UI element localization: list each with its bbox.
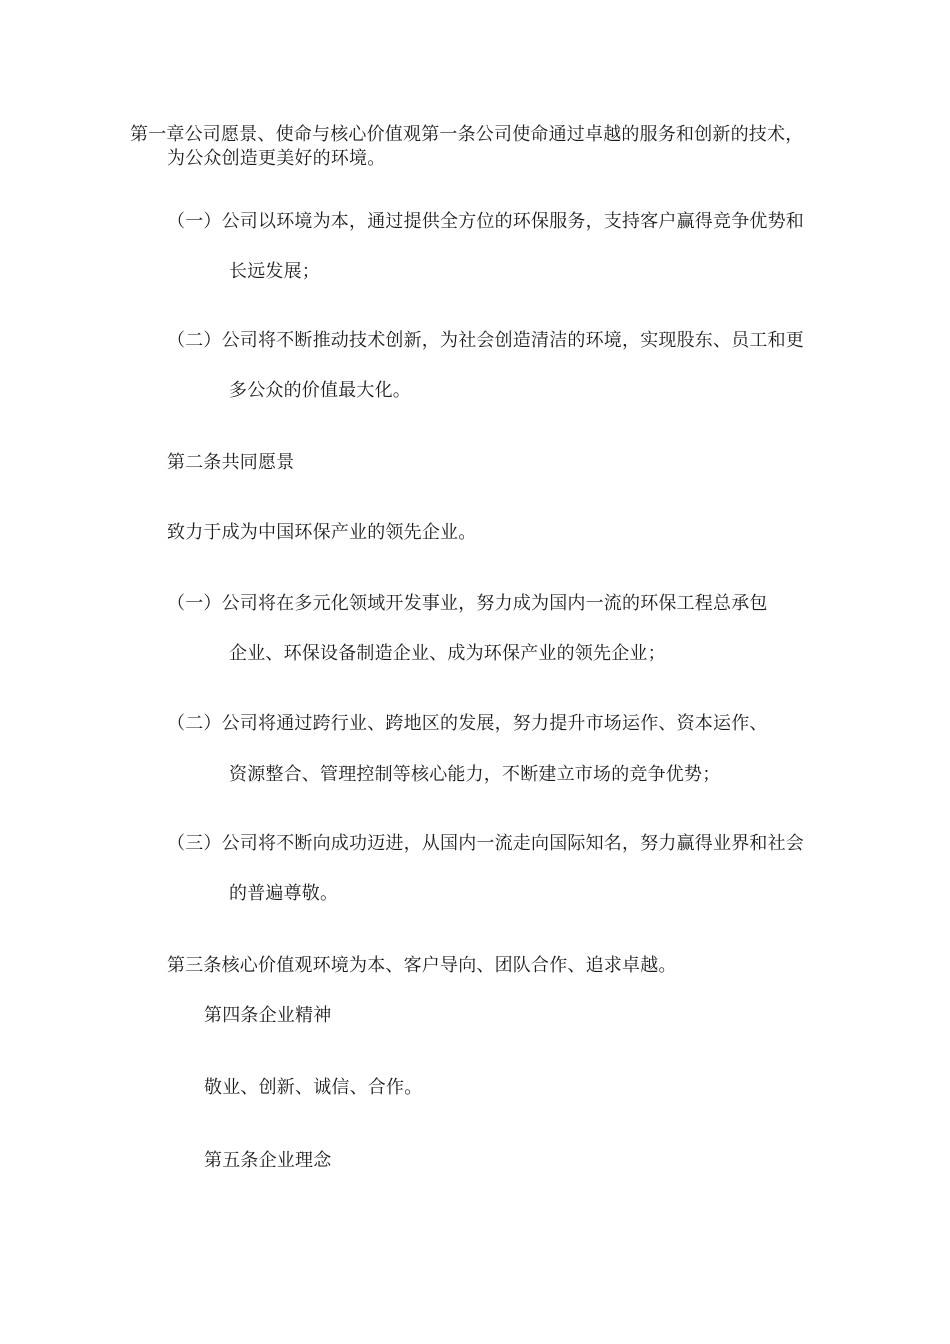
mission-item-2-line-2: 多公众的价值最大化。: [229, 380, 411, 401]
article-2-title: 第二条共同愿景: [167, 452, 295, 473]
article-4-statement: 敬业、创新、诚信、合作。: [204, 1077, 423, 1098]
vision-item-3-line-1: （三）公司将不断向成功迈进，从国内一流走向国际知名，努力赢得业界和社会: [167, 833, 804, 854]
article-3-core-values: 第三条核心价值观环境为本、客户导向、团队合作、追求卓越。: [167, 955, 677, 976]
vision-item-1-line-1: （一）公司将在多元化领域开发事业，努力成为国内一流的环保工程总承包: [167, 593, 768, 614]
article-5-title: 第五条企业理念: [204, 1150, 332, 1171]
vision-item-2-line-2: 资源整合、管理控制等核心能力，不断建立市场的竞争优势；: [229, 764, 721, 785]
chapter-heading-line-2: 为公众创造更美好的环境。: [167, 148, 386, 169]
mission-item-2-line-1: （二）公司将不断推动技术创新，为社会创造清洁的环境，实现股东、员工和更: [167, 330, 804, 351]
vision-item-2-line-1: （二）公司将通过跨行业、跨地区的发展，努力提升市场运作、资本运作、: [167, 713, 768, 734]
vision-item-1-line-2: 企业、环保设备制造企业、成为环保产业的领先企业；: [229, 643, 666, 664]
article-4-title: 第四条企业精神: [204, 1005, 332, 1026]
vision-item-3-line-2: 的普遍尊敬。: [229, 883, 339, 904]
chapter-heading-line-1: 第一章公司愿景、使命与核心价值观第一条公司使命通过卓越的服务和创新的技术，: [130, 124, 804, 145]
mission-item-1-line-1: （一）公司以环境为本，通过提供全方位的环保服务，支持客户赢得竞争优势和: [167, 211, 804, 232]
mission-item-1-line-2: 长远发展；: [229, 261, 320, 282]
article-2-statement: 致力于成为中国环保产业的领先企业。: [167, 522, 477, 543]
